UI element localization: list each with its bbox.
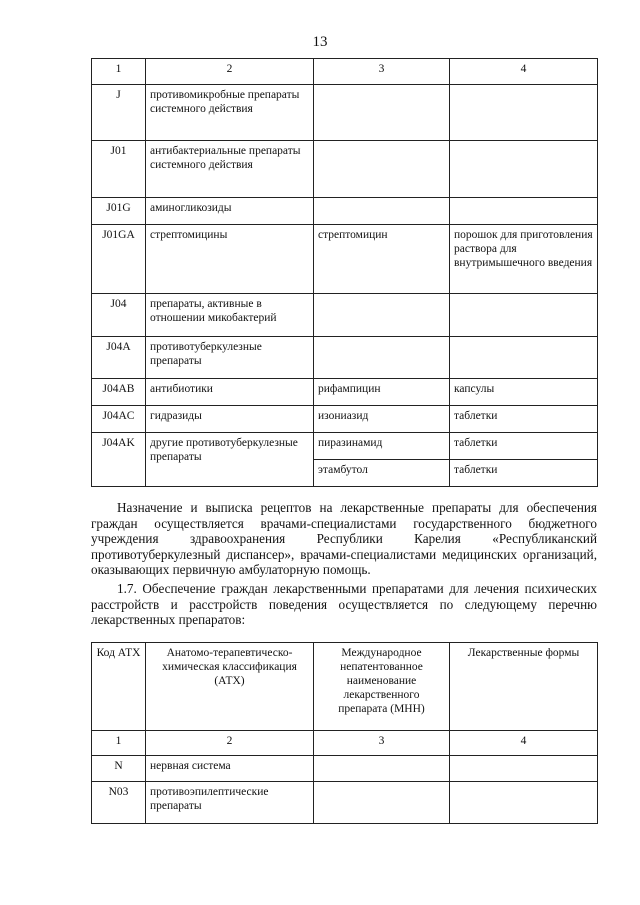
- column-header-atc: Анатомо-терапевтическо-химическая классификация (АТХ): [146, 643, 314, 731]
- atc-classification: антибиотики: [146, 379, 314, 406]
- dosage-form: [450, 756, 598, 782]
- inn-name: [314, 756, 450, 782]
- table-row: [92, 756, 598, 782]
- atc-code: J04: [92, 294, 146, 337]
- table-row: [92, 294, 598, 337]
- table-row: [92, 406, 598, 433]
- inn-name: рифампицин: [314, 379, 450, 406]
- column-number: 4: [450, 731, 598, 756]
- column-number: 4: [450, 59, 598, 85]
- dosage-form: [450, 141, 598, 198]
- inn-name: [314, 294, 450, 337]
- atc-classification: препараты, активные в отношении микобактерий: [146, 294, 314, 337]
- dosage-form: [450, 294, 598, 337]
- drug-table-psychiatric: [91, 642, 598, 824]
- column-header-form: Лекарственные формы: [450, 643, 598, 731]
- atc-code: J01: [92, 141, 146, 198]
- atc-code: J04AK: [92, 433, 146, 487]
- dosage-form: таблетки: [450, 406, 598, 433]
- inn-name: [314, 337, 450, 379]
- atc-code: J01G: [92, 198, 146, 225]
- column-number: 1: [92, 59, 146, 85]
- inn-name: пиразинамид: [314, 433, 450, 460]
- column-header-inn: Международное непатентованное наименование лекарственного препарата (МНН): [314, 643, 450, 731]
- dosage-form: [450, 85, 598, 141]
- inn-name: [314, 141, 450, 198]
- atc-classification: антибактериальные препараты системного действия: [146, 141, 314, 198]
- column-number: 2: [146, 731, 314, 756]
- atc-code: J04AC: [92, 406, 146, 433]
- column-number: 3: [314, 731, 450, 756]
- page-number: 13: [312, 34, 328, 50]
- table-row: [92, 337, 598, 379]
- dosage-form: порошок для приготовления раствора для внутримышечного введения: [450, 225, 598, 294]
- dosage-form: [450, 337, 598, 379]
- atc-classification: противомикробные препараты системного действия: [146, 85, 314, 141]
- inn-name: [314, 198, 450, 225]
- atc-classification: стрептомицины: [146, 225, 314, 294]
- table-number-row: [92, 731, 598, 756]
- atc-code: J04AB: [92, 379, 146, 406]
- table-row: [92, 225, 598, 294]
- inn-name: стрептомицин: [314, 225, 450, 294]
- paragraph-section-1-7: 1.7. Обеспечение граждан лекарственными препаратами для лечения психических расстройств и расстройств поведения осуществляется по следующему перечню лекарственных препаратов:: [91, 581, 597, 627]
- table-header-row: [92, 59, 598, 85]
- dosage-form: таблетки: [450, 460, 598, 487]
- atc-code: J04A: [92, 337, 146, 379]
- inn-name: изониазид: [314, 406, 450, 433]
- column-header-code: Код АТХ: [92, 643, 146, 731]
- paragraph-prescription: Назначение и выписка рецептов на лекарственные препараты для обеспечения граждан осуществляется врачами-специалистами государственного бюджетного учреждения здравоохранения Республики Карелия «Республиканский противотуберкулезный диспансер», врачами-специалистами медицинских организаций, оказывающих первичную амбулаторную помощь.: [91, 500, 597, 577]
- inn-name: [314, 85, 450, 141]
- table-row: [92, 85, 598, 141]
- dosage-form: капсулы: [450, 379, 598, 406]
- table-row: [92, 198, 598, 225]
- column-number: 2: [146, 59, 314, 85]
- column-number: 1: [92, 731, 146, 756]
- dosage-form: [450, 198, 598, 225]
- atc-code: J: [92, 85, 146, 141]
- column-number: 3: [314, 59, 450, 85]
- atc-classification: другие противотуберкулезные препараты: [146, 433, 314, 487]
- atc-classification: противоэпилептические препараты: [146, 782, 314, 824]
- drug-table-tuberculosis: [91, 58, 598, 487]
- atc-classification: нервная система: [146, 756, 314, 782]
- atc-code: J01GA: [92, 225, 146, 294]
- atc-classification: противотуберкулезные препараты: [146, 337, 314, 379]
- table-row: [92, 782, 598, 824]
- atc-classification: аминогликозиды: [146, 198, 314, 225]
- atc-code: N: [92, 756, 146, 782]
- atc-code: N03: [92, 782, 146, 824]
- dosage-form: таблетки: [450, 433, 598, 460]
- table-row: [92, 379, 598, 406]
- table-row: [92, 433, 598, 460]
- table-header-row: [92, 643, 598, 731]
- dosage-form: [450, 782, 598, 824]
- table-row: [92, 141, 598, 198]
- inn-name: этамбутол: [314, 460, 450, 487]
- inn-name: [314, 782, 450, 824]
- atc-classification: гидразиды: [146, 406, 314, 433]
